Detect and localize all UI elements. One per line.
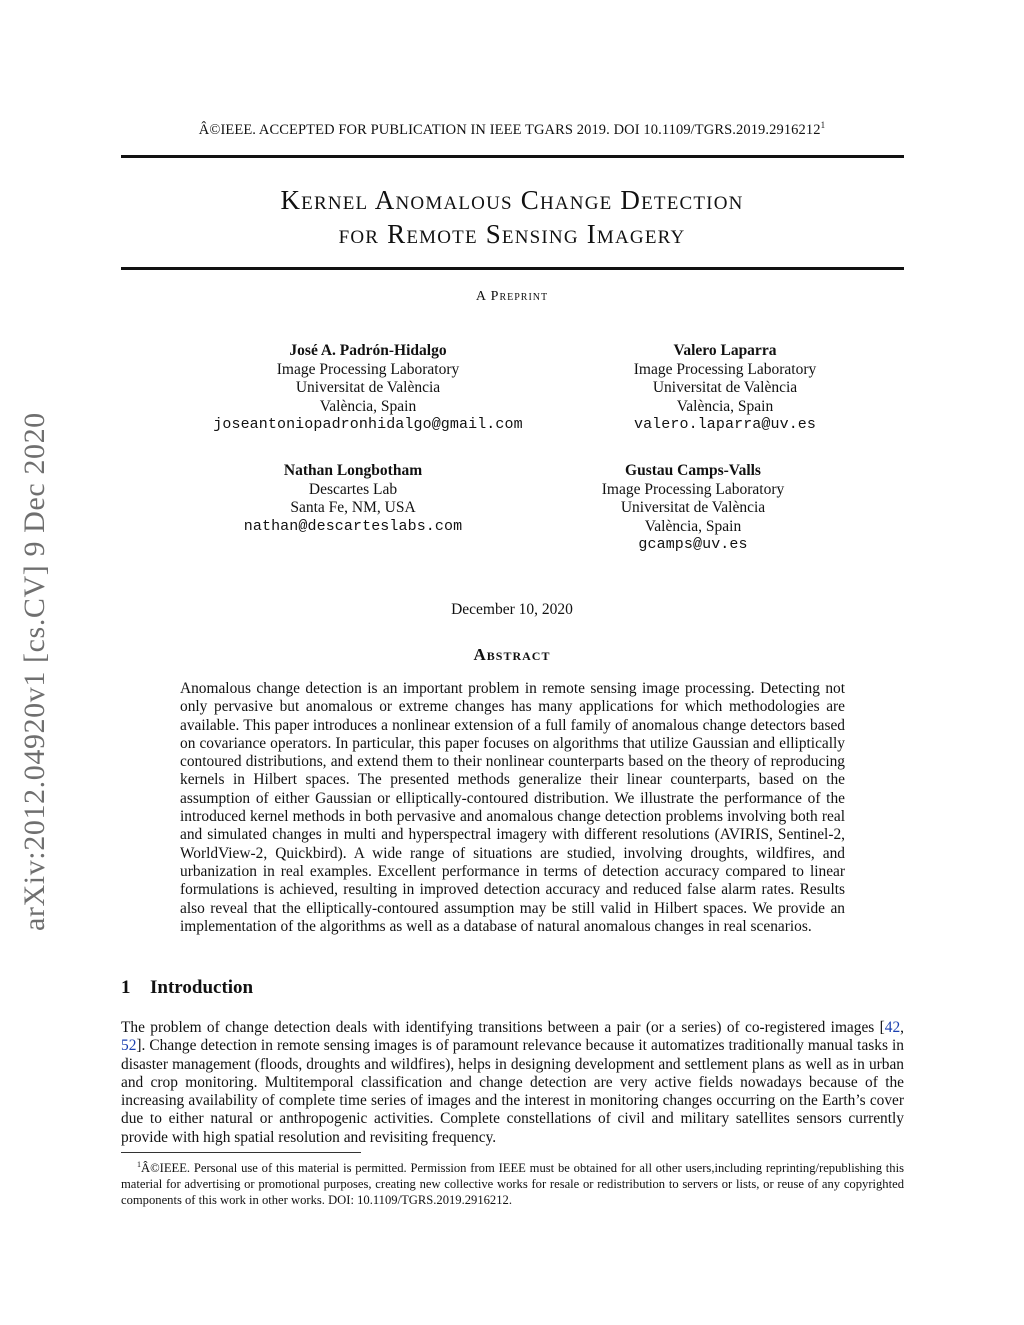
introduction-paragraph [121, 1019, 904, 1147]
running-header [0, 120, 1024, 139]
header-footnote-mark[interactable]: 1 [820, 120, 826, 130]
section-number: 1 [121, 977, 131, 998]
author-block [575, 342, 875, 435]
author-name: Valero Laparra [673, 342, 777, 359]
title-rule-bottom [121, 267, 904, 270]
author-affiliation-line: Image Processing Laboratory [633, 360, 817, 378]
author-affiliation-line: Image Processing Laboratory [276, 360, 460, 378]
paper-title-line-1: Kernel Anomalous Change Detection [280, 185, 744, 215]
author-name: Gustau Camps-Valls [625, 462, 761, 479]
author-block [203, 462, 503, 536]
author-affiliation-line: Universitat de València [652, 379, 798, 396]
author-affiliation-line: Universitat de València [620, 499, 766, 516]
preprint-label: A Preprint [475, 289, 549, 304]
author-block [543, 462, 843, 555]
running-header-text: Â©IEEE. ACCEPTED FOR PUBLICATION IN IEEE TGARS 2019. DOI 10.1109/TGRS.2019.2916212 [198, 121, 821, 138]
author-block [168, 342, 568, 435]
citation-link[interactable]: 42 [884, 1019, 901, 1036]
arxiv-identifier-stamp: arXiv:2012.04920v1 [cs.CV] 9 Dec 2020 [18, 412, 51, 931]
author-email[interactable]: nathan@descarteslabs.com [243, 517, 463, 535]
author-affiliation-line: Image Processing Laboratory [601, 480, 785, 498]
author-name: José A. Padrón-Hidalgo [289, 342, 447, 359]
abstract-text: Anomalous change detection is an important problem in remote sensing image processing. Detecting not only pervasive but anomalous or extreme changes has many applications for which methodologies are available. This paper introduces a nonlinear extension of a full family of anomalous change detectors based on covariance operators. In particular, this paper focuses on algorithms that utilize Gaussian and elliptically contoured distributions, and extend them to their nonlinear counterparts based on the theory of reproducing kernels in Hilbert spaces. The presented methods generalize their linear counterparts, based on the assumption of either Gaussian or elliptically-contoured distribution. We illustrate the performance of the introduced kernel methods in both pervasive and anomalous change detection problems involving both real and simulated changes in multi and hyperspectral imagery with different resolutions (AVIRIS, Sentinel-2, WorldView-2, Quickbird). A wide range of situations are studied, involving droughts, wildfires, and urbanization in real examples. Excellent performance in terms of detection accuracy compared to linear formulations is achieved, resulting in improved detection accuracy and reduced false alarm rates. Results also reveal that the elliptically-contoured assumption may be still valid in Hilbert spaces. We provide an implementation of the algorithms as well as a database of natural anomalous changes in real scenarios. [180, 680, 845, 935]
abstract-heading: Abstract [473, 645, 551, 664]
author-email[interactable]: valero.laparra@uv.es [633, 416, 817, 433]
section-heading [121, 977, 253, 999]
publication-date: December 10, 2020 [451, 601, 573, 618]
title-rule-top [121, 155, 904, 158]
footnote-text: Â©IEEE. Personal use of this material is permitted. Permission from IEEE must be obtained for all other users,including reprinting/republishing this material for advertising or promotional purposes, creating new collective works for resale or redistribution to servers or lists, or reuse of any copyrighted components of this work in other works. DOI: 10.1109/TGRS.2019.2916212. [121, 1161, 904, 1208]
author-affiliation-line: Universitat de València [295, 379, 441, 396]
author-name: Nathan Longbotham [283, 462, 423, 479]
author-email[interactable]: joseantoniopadronhidalgo@gmail.com [213, 416, 523, 433]
paper-title-line-2: for Remote Sensing Imagery [338, 219, 686, 249]
author-affiliation-line: Descartes Lab [308, 480, 398, 498]
author-email[interactable]: gcamps@uv.es [638, 536, 748, 553]
citation-link[interactable]: 52 [121, 1037, 137, 1055]
citation-separator: , [900, 1019, 904, 1036]
intro-text-part-1: The problem of change detection deals with identifying transitions between a pair (or a series) of co-registered images [ [121, 1019, 885, 1036]
footnote [121, 1157, 904, 1208]
footnote-rule [121, 1152, 361, 1153]
paper-title [0, 183, 1024, 251]
author-affiliation-line: València, Spain [644, 517, 742, 535]
author-affiliation-line: València, Spain [676, 397, 774, 415]
author-affiliation-line: Santa Fe, NM, USA [290, 499, 416, 516]
section-title: Introduction [150, 977, 254, 998]
footnote-mark: 1 [137, 1160, 141, 1169]
author-affiliation-line: València, Spain [319, 397, 417, 415]
intro-text-part-2: ]. Change detection in remote sensing images is of paramount relevance because it automatizes traditionally manual tasks in disaster management (floods, droughts and wildfires), helps in designing development and settlement plans as well as in urban and crop monitoring. Multitemporal classification and change detection are very active fields nowadays because of the increasing availability of complete time series of images and the interest in monitoring changes occurring on the Earth’s cover due to either natural or anthropogenic activities. Complete constellations of civil and military satellites sensors currently provide with high spatial resolution and revisiting frequency. [121, 1037, 904, 1146]
